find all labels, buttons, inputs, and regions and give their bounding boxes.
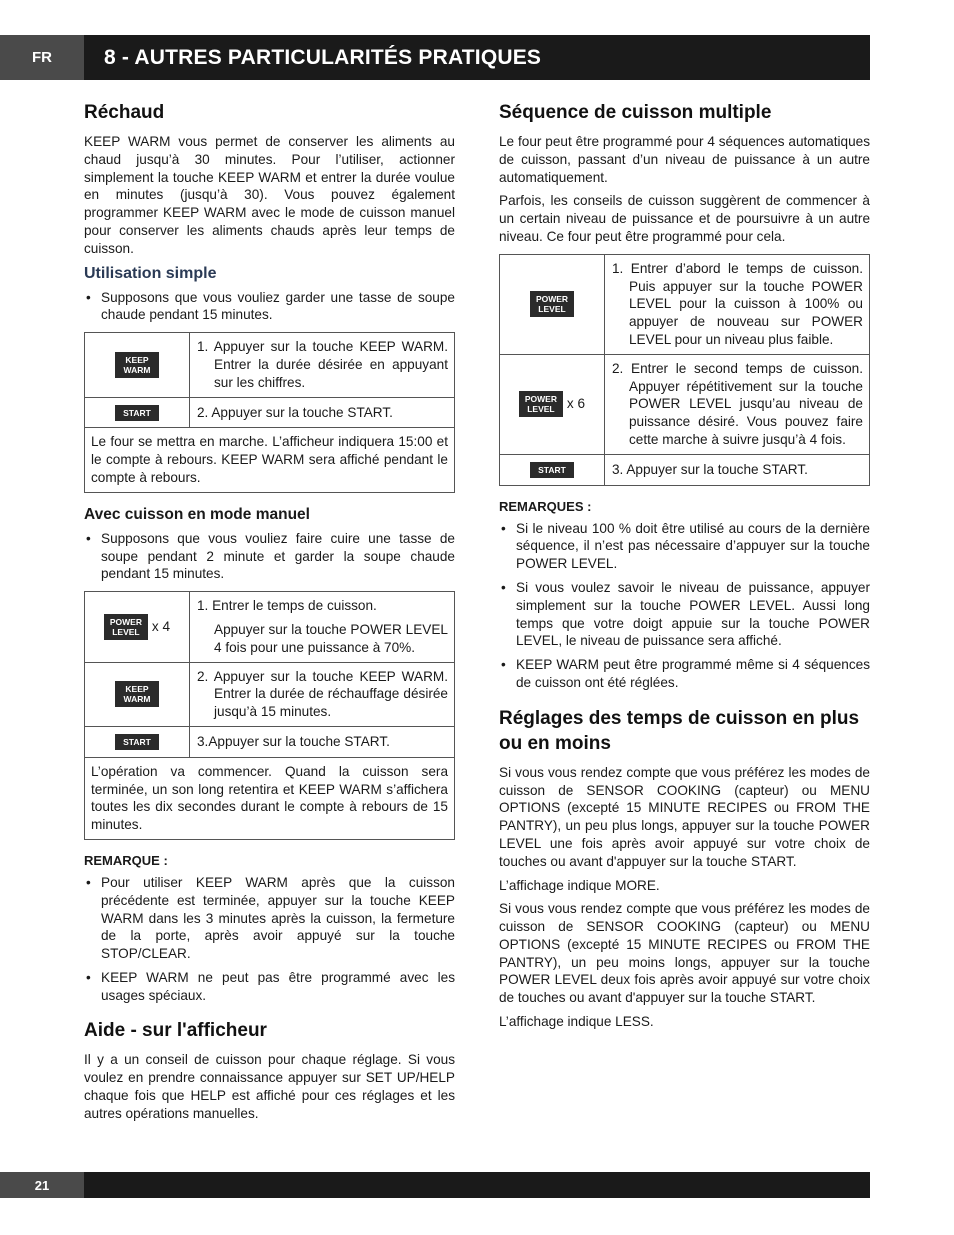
step-text: 3. Appuyer sur la touche START. (605, 454, 870, 485)
table-row (500, 454, 870, 485)
table-row (85, 757, 455, 839)
list-item: • Supposons que vous vouliez faire cuire une tasse de soupe pendant 2 minute et garder la soupe chaude pendant 15 minutes. (84, 530, 455, 583)
power-level-key-icon: POWER LEVEL (519, 391, 563, 417)
table-note: Le four se mettra en marche. L’afficheur indiquera 15:00 et le compte à rebours. KEEP WARM sera affiché pendant le compte à rebours. (85, 428, 455, 492)
keep-warm-key-icon: KEEP WARM (115, 352, 159, 378)
left-column (84, 100, 455, 1129)
reglages-p2: L’affichage indique MORE. (499, 877, 660, 893)
key-cell (85, 333, 190, 397)
list-item: • Pour utiliser KEEP WARM après que la cuisson précédente est terminée, appuyer sur la touche KEEP WARM dans les 3 minutes après la cuisson, la fermeture de la porte, après avoir appuyé sur la touche STOP/CLEAR. (84, 874, 455, 963)
table-row (500, 354, 870, 454)
power-level-key-icon: POWER LEVEL (104, 614, 148, 640)
step-text: 3.Appuyer sur la touche START. (190, 726, 455, 757)
key-cell (500, 254, 605, 354)
table-row (85, 333, 455, 397)
section-title-rechaud: Réchaud (84, 102, 165, 123)
key-cell (85, 662, 190, 726)
table-row (85, 592, 455, 662)
key-cell (85, 397, 190, 428)
sequence-p2: Parfois, les conseils de cuisson suggèrent de commencer à un certain niveau de puissance et de poursuivre à un autre niveau. Ce four peut être programmé pour cela. (499, 193, 870, 244)
press-count: x 6 (566, 396, 586, 412)
start-key-icon: START (115, 734, 159, 750)
reglages-p3: Si vous vous rendez compte que vous préférez les modes de cuisson de SENSOR COOKING (capteur) ou MENU OPTIONS (excepté 15 MINUTE RECIPES ou FROM THE PANTRY), un peu moins longs, appuyer sur la touche POWER LEVEL deux fois après avoir appuyé sur votre choix de touches ou avant d'appuyer sur la touche START. (499, 901, 870, 1006)
table-row (85, 428, 455, 492)
page-number: 21 (0, 1172, 84, 1198)
table-row (85, 397, 455, 428)
section-title-sequence: Séquence de cuisson multiple (499, 102, 772, 123)
step-text: 2. Entrer le second temps de cuisson. Appuyer répétitivement sur la touche POWER LEVEL jusqu’au niveau de puissance désiré. Vous pouvez faire cette marche à suivre jusqu’à 4 fois. (605, 354, 870, 454)
table-row (85, 726, 455, 757)
simple-bullets (84, 289, 455, 325)
remarques-title: REMARQUES : (499, 498, 592, 514)
remarques-list (499, 520, 870, 692)
list-item: • KEEP WARM ne peut pas être programmé avec les usages spéciaux. (84, 969, 455, 1005)
list-item: • Si le niveau 100 % doit être utilisé au cours de la dernière séquence, il n’est pas nécessaire d’appuyer sur la touche POWER LEVEL. (499, 520, 870, 573)
simple-steps-table (84, 332, 455, 493)
step-text: 2. Appuyer sur la touche START. (190, 397, 455, 428)
table-row (85, 662, 455, 726)
press-count: x 4 (151, 618, 171, 634)
list-item: • Supposons que vous vouliez garder une tasse de soupe chaude pendant 15 minutes. (84, 289, 455, 325)
rechaud-intro: KEEP WARM vous permet de conserver les aliments au chaud jusqu’à 30 minutes. Pour l’utiliser, actionner simplement la touche KEEP WARM et entrer la durée voulue en minutes (jusqu’à 30). Vous pouvez également programmer KEEP WARM avec le mode de cuisson manuel pour conserver les aliments chauds après leur temps de cuisson. (84, 134, 455, 256)
reglages-p1: Si vous vous rendez compte que vous préférez les modes de cuisson de SENSOR COOKING (capteur) ou MENU OPTIONS (excepté 15 MINUTE RECIPES ou FROM THE PANTRY), un peu plus longs, appuyer sur la touche POWER LEVEL une fois après avoir appuyé sur votre choix de touches ou avant d'appuyer sur la touche START. (499, 764, 870, 869)
sequence-steps-table (499, 254, 870, 486)
keep-warm-key-icon: KEEP WARM (115, 681, 159, 707)
key-cell (500, 354, 605, 454)
list-item: • KEEP WARM peut être programmé même si 4 séquences de cuisson ont été réglées. (499, 656, 870, 692)
aide-text: Il y a un conseil de cuisson pour chaque réglage. Si vous voulez en prendre connaissance appuyer sur SET UP/HELP chaque fois que HELP est affiché pour ces réglages et les autres opérations manuelles. (84, 1052, 455, 1121)
manual-bullets (84, 530, 455, 583)
sequence-p1: Le four peut être programmé pour 4 séquences automatiques de cuisson, passant d’un niveau de puissance à un autre automatiquement. (499, 134, 870, 185)
key-cell (85, 726, 190, 757)
power-level-key-icon: POWER LEVEL (530, 291, 574, 317)
step-text: 1. Entrer le temps de cuisson. Appuyer sur la touche POWER LEVEL 4 fois pour une puissance à 70%. (190, 592, 455, 662)
chapter-title: 8 - AUTRES PARTICULARITÉS PRATIQUES (84, 35, 870, 80)
reglages-p4: L’affichage indique LESS. (499, 1014, 654, 1030)
key-cell (85, 592, 190, 662)
right-column (499, 100, 870, 1037)
manual-steps-table (84, 591, 455, 840)
step-text: 2. Appuyer sur la touche KEEP WARM. Entrer la durée de réchauffage désirée jusqu’à 15 minutes. (190, 662, 455, 726)
remarque-list (84, 874, 455, 1005)
subsection-title-simple: Utilisation simple (84, 264, 217, 282)
language-tab: FR (0, 35, 84, 80)
step-text: 1. Entrer d’abord le temps de cuisson. Puis appuyer sur la touche POWER LEVEL pour la cuisson à 100% ou appuyer de nouveau sur POWER LEVEL pour un niveau plus faible. (605, 254, 870, 354)
key-cell (500, 454, 605, 485)
list-item: • Si vous voulez savoir le niveau de puissance, appuyer simplement sur la touche POWER LEVEL. Aussi long temps que votre doigt appuie sur la touche POWER LEVEL, le niveau de puissance sera affiché. (499, 579, 870, 650)
step-text: 1. Appuyer sur la touche KEEP WARM. Entrer la durée désirée en appuyant sur les chiffres. (190, 333, 455, 397)
remarque-title: REMARQUE : (84, 852, 168, 868)
start-key-icon: START (530, 462, 574, 478)
section-title-aide: Aide - sur l'afficheur (84, 1020, 267, 1042)
table-note: L’opération va commencer. Quand la cuisson sera terminée, un son long retentira et KEEP WARM s’affichera toutes les dix secondes durant le compte à rebours de 15 minutes. (85, 757, 455, 839)
table-row (500, 254, 870, 354)
footer-bar (84, 1172, 870, 1198)
subsection-title-manual: Avec cuisson en mode manuel (84, 505, 310, 523)
start-key-icon: START (115, 405, 159, 421)
section-title-reglages: Réglages des temps de cuisson en plus ou en moins (499, 707, 860, 754)
